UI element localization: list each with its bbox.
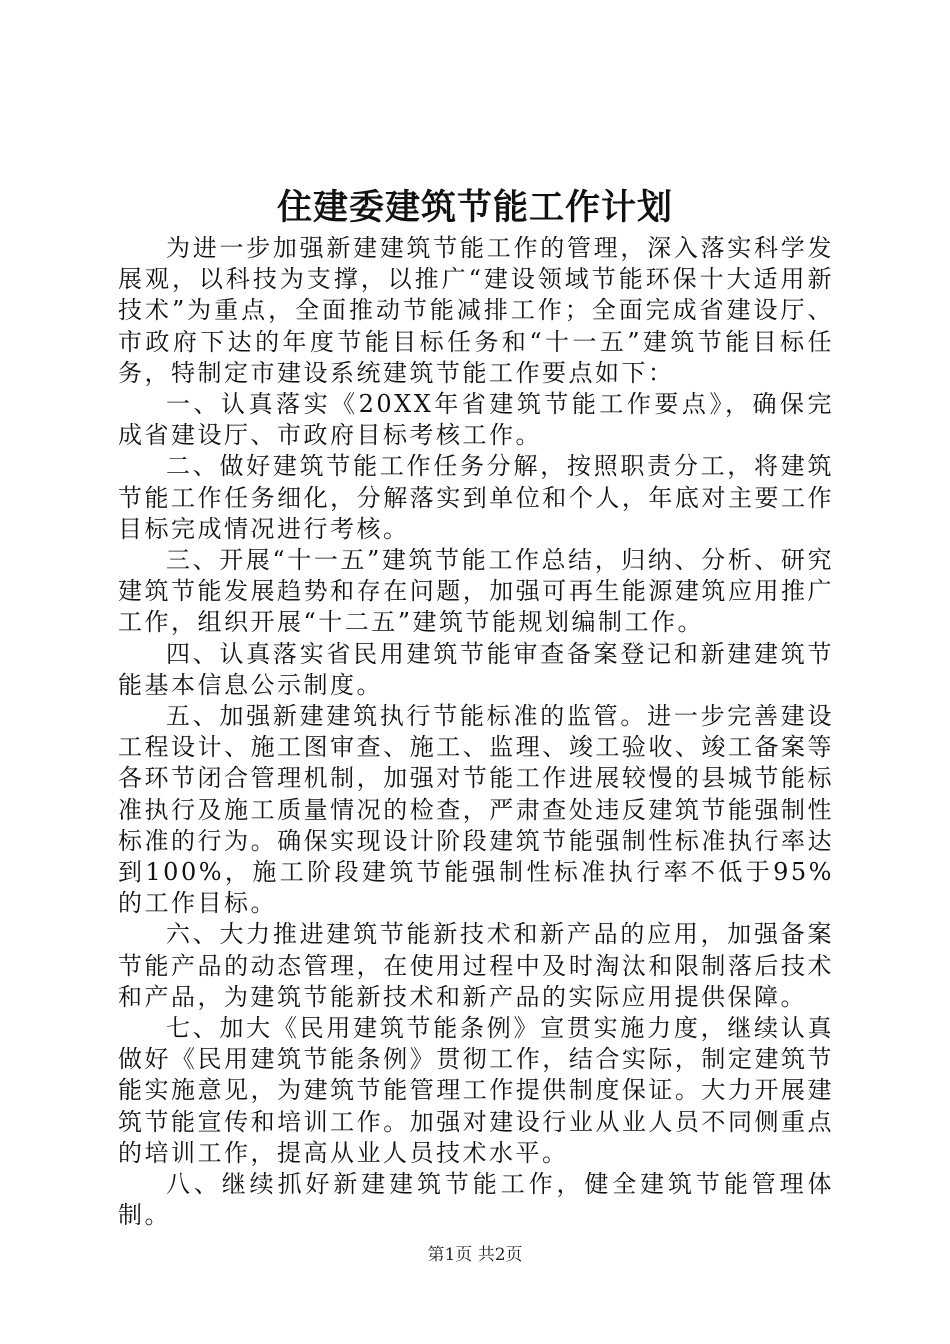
item-paragraph-7: 七、加大《民用建筑节能条例》宣贯实施力度，继续认真做好《民用建筑节能条例》贯彻工作，结合实际，制定建筑节能实施意见，为建筑节能管理工作提供制度保证。大力开展建筑节能宣传和培训工作。加强对建设行业从业人员不同侧重点的培训工作，提高从业人员技术水平。 xyxy=(118,1014,834,1167)
item-paragraph-8: 八、继续抓好新建建筑节能工作，健全建筑节能管理体制。 xyxy=(118,1170,834,1230)
intro-paragraph: 为进一步加强新建建筑节能工作的管理，深入落实科学发展观，以科技为支撑，以推广“建设领域节能环保十大适用新技术”为重点，全面推动节能减排工作；全面完成省建设厅、市政府下达的年度节能目标任务和“十一五”建筑节能目标任务，特制定市建设系统建筑节能工作要点如下： xyxy=(118,234,834,387)
item-paragraph-2: 二、做好建筑节能工作任务分解，按照职责分工，将建筑节能工作任务细化，分解落实到单位和个人，年底对主要工作目标完成情况进行考核。 xyxy=(118,452,834,543)
document-body xyxy=(118,233,834,1232)
item-paragraph-6: 六、大力推进建筑节能新技术和新产品的应用，加强备案节能产品的动态管理，在使用过程中及时淘汰和限制落后技术和产品，为建筑节能新技术和新产品的实际应用提供保障。 xyxy=(118,920,834,1011)
page-number-footer: 第1页 共2页 xyxy=(427,1245,523,1265)
document-title: 住建委建筑节能工作计划 xyxy=(276,187,673,228)
item-paragraph-4: 四、认真落实省民用建筑节能审查备案登记和新建建筑节能基本信息公示制度。 xyxy=(118,639,834,699)
item-paragraph-5: 五、加强新建建筑执行节能标准的监管。进一步完善建设工程设计、施工图审查、施工、监理、竣工验收、竣工备案等各环节闭合管理机制，加强对节能工作进展较慢的县城节能标准执行及施工质量情况的检查，严肃查处违反建筑节能强制性标准的行为。确保实现设计阶段建筑节能强制性标准执行率达到100%，施工阶段建筑节能强制性标准执行率不低于95%的工作目标。 xyxy=(118,702,834,918)
item-paragraph-3: 三、开展“十一五”建筑节能工作总结，归纳、分析、研究建筑节能发展趋势和存在问题，加强可再生能源建筑应用推广工作，组织开展“十二五”建筑节能规划编制工作。 xyxy=(118,546,834,637)
item-paragraph-1: 一、认真落实《20XX年省建筑节能工作要点》，确保完成省建设厅、市政府目标考核工作。 xyxy=(118,390,834,450)
